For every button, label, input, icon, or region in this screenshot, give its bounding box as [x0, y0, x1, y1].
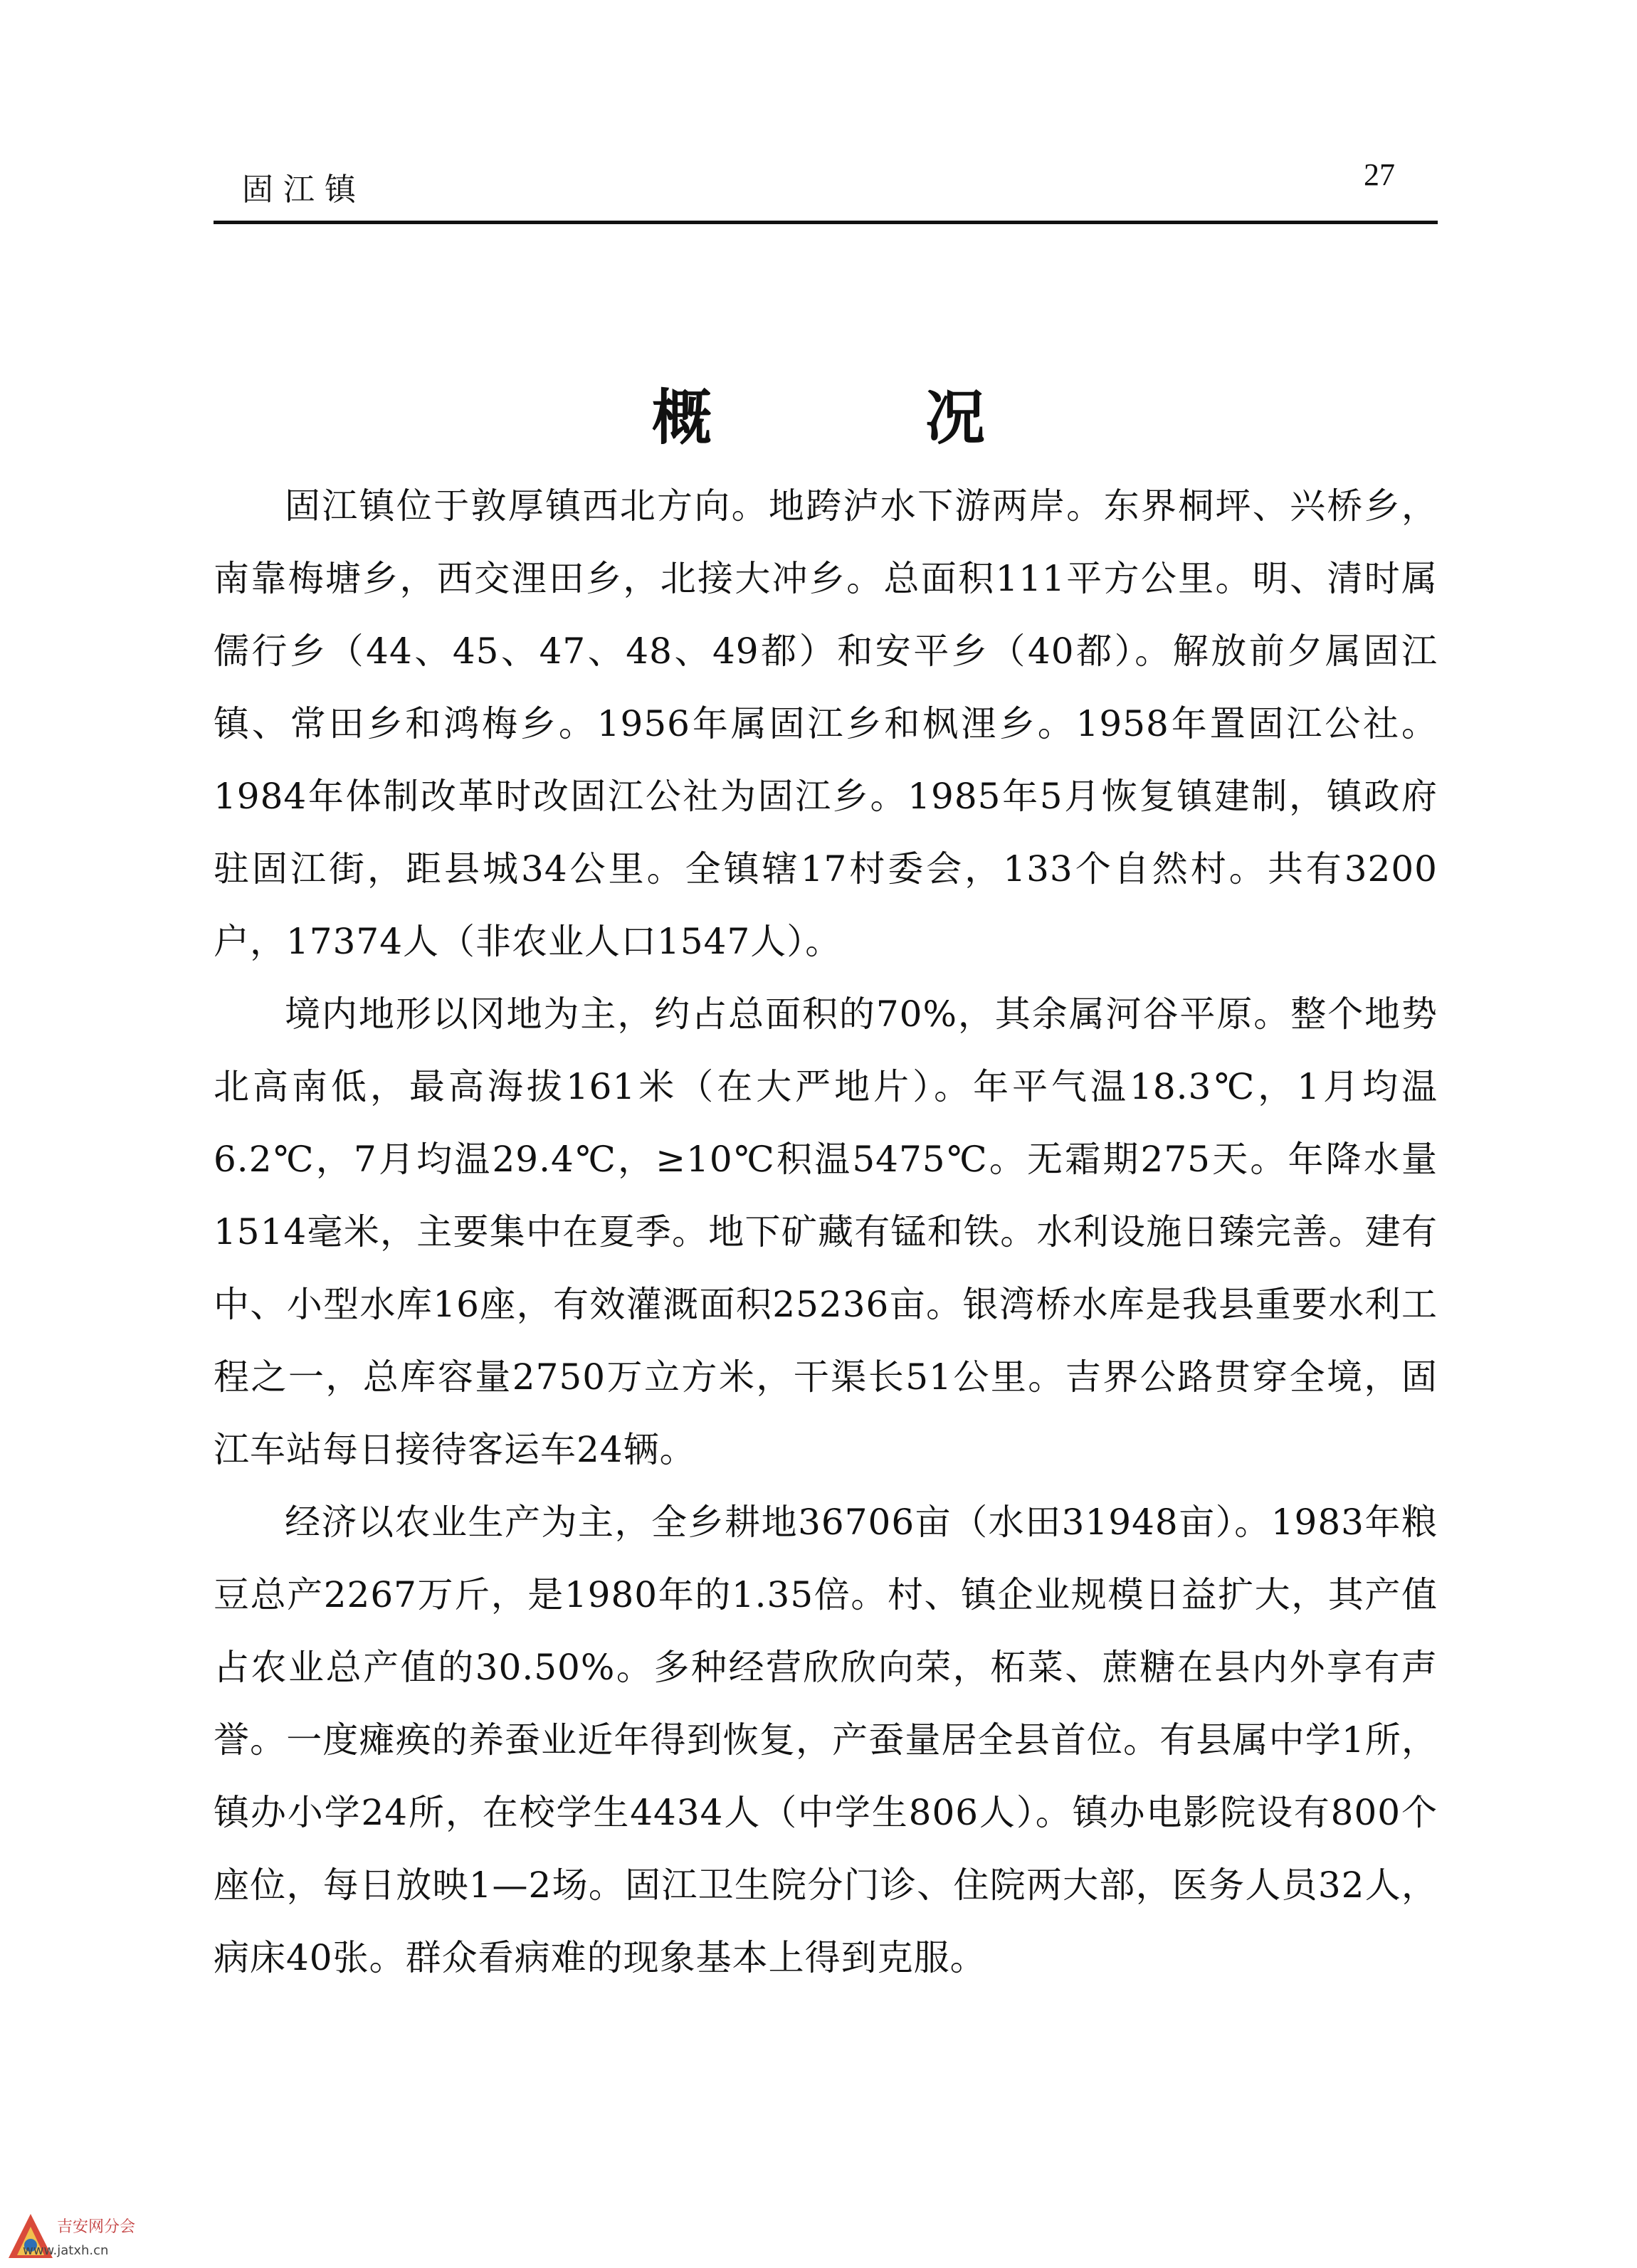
paragraph-overview-economy: 经济以农业生产为主，全乡耕地36706亩（水田31948亩）。1983年粮豆总产2267万斤，是1980年的1.35倍。村、镇企业规模日益扩大，其产值占农业总产值的30.50%。多种经营欣欣向荣，柘菜、蔗糖在县内外享有声誉。一度瘫痪的养蚕业近年得到恢复，产蚕量居全县首位。有县属中学1所，镇办小学24所，在校学生4434人（中学生806人）。镇办电影院设有800个座位，每日放映1—2场。固江卫生院分门诊、住院两大部，医务人员32人，病床40张。群众看病难的现象基本上得到克服。 — [214, 1502, 1438, 1978]
paragraph-overview-geography: 境内地形以冈地为主，约占总面积的70%，其余属河谷平原。整个地势北高南低，最高海拔161米（在大严地片）。年平气温18.3℃，1月均温6.2℃，7月均温29.4℃，≥10℃积温5475℃。无霜期275天。年降水量1514毫米，主要集中在夏季。地下矿藏有锰和铁。水利设施日臻完善。建有中、小型水库16座，有效灌溉面积25236亩。银湾桥水库是我县重要水利工程之一，总库容量2750万立方米，干渠长51公里。吉界公路贯穿全境，固江车站每日接待客运车24辆。 — [214, 993, 1438, 1470]
watermark-text: 吉安网分会 — [57, 2218, 136, 2236]
paragraph-overview-location: 固江镇位于敦厚镇西北方向。地跨泸水下游两岸。东界桐坪、兴桥乡，南靠梅塘乡，西交浬田乡，北接大冲乡。总面积111平方公里。明、清时属儒行乡（44、45、47、48、49都）和安平乡（40都）。解放前夕属固江镇、常田乡和鸿梅乡。1956年属固江乡和枫浬乡。1958年置固江公社。1984年体制改革时改固江公社为固江乡。1985年5月恢复镇建制，镇政府驻固江街，距县城34公里。全镇辖17村委会，133个自然村。共有3200户，17374人（非农业人口1547人）。 — [214, 485, 1438, 962]
watermark — [6, 2204, 177, 2261]
section-title: 概况 — [651, 382, 1199, 453]
watermark-url: www.jatxh.cn — [23, 2243, 109, 2258]
body-text — [214, 470, 1438, 1994]
running-head-title: 固江镇 — [242, 172, 366, 208]
running-head — [214, 157, 1438, 224]
page-number: 27 — [1364, 157, 1395, 192]
